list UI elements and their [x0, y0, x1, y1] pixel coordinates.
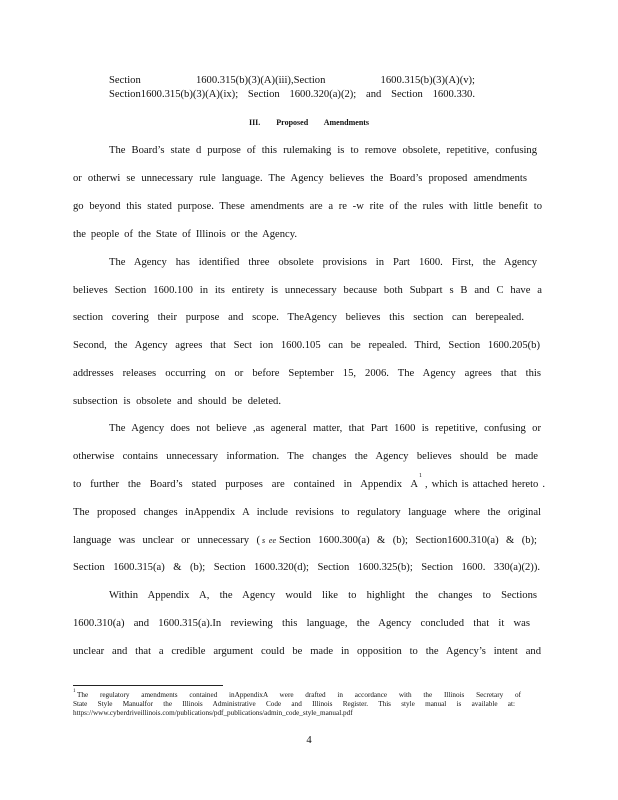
paragraph-line: unclear and that a credible argument could be made in opposition to the Agency’s intent and [73, 646, 541, 657]
section-heading: III. Proposed Amendments [248, 118, 370, 127]
footnote-link[interactable]: https://www.cyberdriveillinois.com/publications/pdf_publications/admin_code_style_manual.pdf [73, 709, 353, 717]
paragraph-line: language was unclear or unnecessary ( [73, 535, 260, 546]
page-number: 4 [306, 735, 312, 746]
paragraph-line: Section 1600.315(a) & (b); Section 1600.320(d); Section 1600.325(b); Section 1600. 330(a)(2)). [73, 562, 540, 573]
paragraph-line: Section 1600.300(a) & (b); Section1600.310(a) & (b); [279, 535, 537, 546]
paragraph-line: go beyond this stated purpose. These amendments are a re -w rite of the rules with little benefit to [73, 201, 542, 212]
paragraph-line: The Agency does not believe ,as ageneral matter, that Part 1600 is repetitive, confusing or [109, 423, 541, 434]
paragraph-line: Second, the Agency agrees that Sect ion 1600.105 can be repealed. Third, Section 1600.205(b) [73, 340, 540, 351]
paragraph-line: addresses releases occurring on or before September 15, 2006. The Agency agrees that this [73, 368, 541, 379]
paragraph-line: 1600.310(a) and 1600.315(a).In reviewing this language, the Agency concluded that it was [73, 618, 530, 629]
paragraph-line: Within Appendix A, the Agency would like to highlight the changes to Sections [109, 590, 537, 601]
paragraph-line: to further the Board’s stated purposes are contained in Appendix A [73, 479, 418, 490]
paragraph-line: section covering their purpose and scope. TheAgency believes this section can berepealed. [73, 312, 524, 323]
paragraph-line: the people of the State of Illinois or the Agency. [73, 229, 297, 240]
paragraph-line: The Board’s state d purpose of this rulemaking is to remove obsolete, repetitive, confusing [109, 145, 537, 156]
footnote-line: State Style Manualfor the Illinois Administrative Code and Illinois Register. This style manual is available at: [73, 700, 515, 708]
paragraph-line: believes Section 1600.100 in its entirety is unnecessary because both Subpart s B and C have a [73, 285, 542, 296]
paragraph-line: The proposed changes inAppendix A include revisions to regulatory language where the original [73, 507, 541, 518]
footnote-line: The regulatory amendments contained inAppendixA were drafted in accordance with the Illinois Secretary of [77, 691, 521, 699]
paragraph-line: otherwise contains unnecessary information. The changes the Agency believes should be made [73, 451, 538, 462]
citation-line: Section1600.315(b)(3)(A)(ix); Section 1600.320(a)(2); and Section 1600.330. [109, 89, 475, 100]
citation-line: Section 1600.315(b)(3)(A)(iii),Section 1600.315(b)(3)(A)(v); [109, 75, 475, 86]
paragraph-line: The Agency has identified three obsolete provisions in Part 1600. First, the Agency [109, 257, 537, 268]
paragraph-line: or otherwi se unnecessary rule language. The Agency believes the Board’s proposed amendments [73, 173, 527, 184]
see-signal: s ee [262, 536, 276, 545]
paragraph-line: subsection is obsolete and should be deleted. [73, 396, 281, 407]
document-page: Section 1600.315(b)(3)(A)(iii),Section 1600.315(b)(3)(A)(v); Section1600.315(b)(3)(A)(ix); Section 1600.320(a)(2); and Section 1600.330. III. Proposed Amendments The Board’s state d purpose of this rulemaking is to remove obsolete, repetitive, confusing or otherwi se unnecessary rule language. The Agency believes the Board’s proposed amendments go beyond this stated purpose. These amendments are a re -w rite of the rules with little benefit to the people of the State of Illinois or the Agency. The Agency has identified three obsolete provisions in Part 1600. First, the Agency believes Section 1600.100 in its entirety is unnecessary because both Subpart s B and C have a section covering their purpose and scope. TheAgency believes this section can berepealed. Second, the Agency agrees that Sect ion 1600.105 can be repealed. Third, Section 1600.205(b) addresses releases occurring on or before September 15, 2006. The Agency agrees that this subsection is obsolete and should be deleted. The Agency does not believe ,as ageneral matter, that Part 1600 is repetitive, confusing or otherwise contains unnecessary information. The changes the Agency believes should be made to further the Board’s stated purposes are contained in Appendix A 1 , which is attached hereto . The proposed changes inAppendix A include revisions to regulatory language where the original language was unclear or unnecessary ( s ee Section 1600.300(a) & (b); Section1600.310(a) & (b); Section 1600.315(a) & (b); Section 1600.320(d); Section 1600.325(b); Section 1600. 330(a)(2)). Within Appendix A, the Agency would like to highlight the changes to Sections 1600.310(a) and 1600.315(a).In reviewing this language, the Agency concluded that it was unclear and that a credible argument could be made in opposition to the Agency’s intent and 1 The regulatory amendments contained inAppendixA were drafted in accordance with the Illinois Secretary of State Style Manualfor the Illinois Administrative Code and Illinois Register. This style manual is available at: https://www.cyberdriveillinois.com/publications/pdf_publications/admin_code_style_manual.pdf 4 [0, 0, 618, 800]
footnote-separator [73, 685, 223, 686]
paragraph-line: , which is attached hereto . [425, 479, 545, 490]
